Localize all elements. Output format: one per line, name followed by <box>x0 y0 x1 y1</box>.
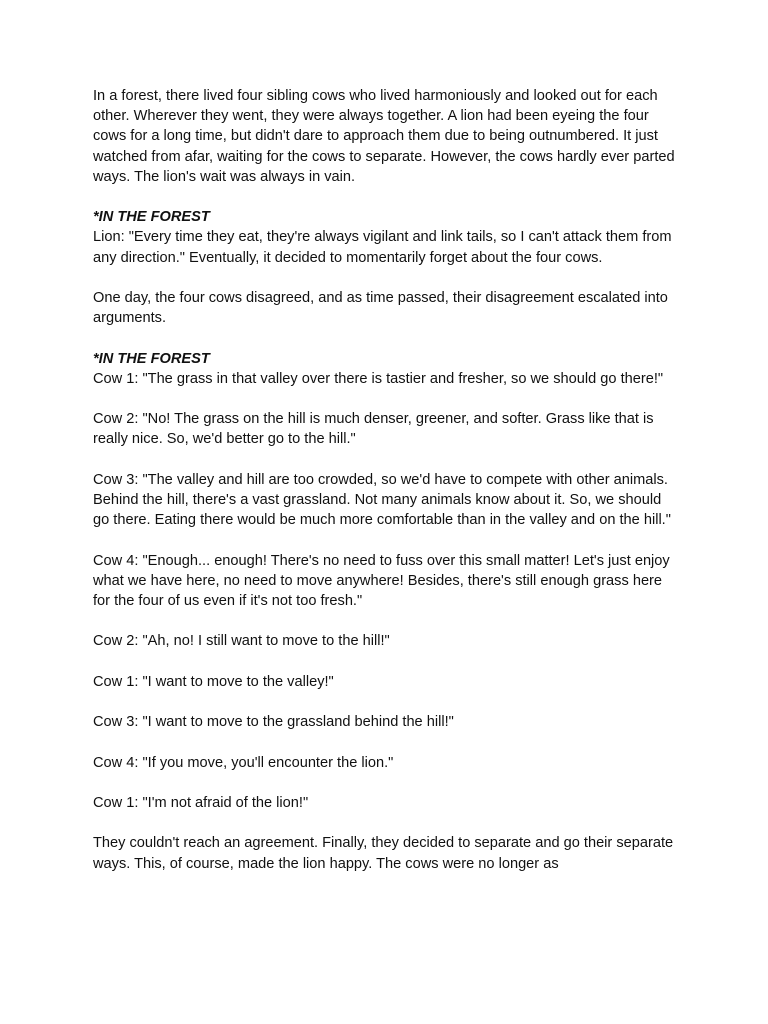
paragraph-cow3-dialogue: Cow 3: "The valley and hill are too crowded, so we'd have to compete with other animals. Behind the hill, there's a vast grassland. Not many animals know about it. So, we should go there. Eating there would be much more comfortable than in the valley and on the hill." <box>93 471 671 529</box>
paragraph-disagreement: One day, the four cows disagreed, and as time passed, their disagreement escalated into arguments. <box>93 290 668 327</box>
paragraph-cow1-reply: Cow 1: "I want to move to the valley!" <box>93 673 334 690</box>
paragraph-cow2-dialogue: Cow 2: "No! The grass on the hill is much denser, greener, and softer. Grass like that is really nice. So, we'd better go to the hill." <box>93 411 654 448</box>
scene-heading: *IN THE FOREST <box>93 209 210 226</box>
paragraph-cow1-dialogue: Cow 1: "The grass in that valley over there is tastier and fresher, so we should go there!" <box>93 370 664 387</box>
scene-heading: *IN THE FOREST <box>93 350 210 367</box>
paragraph-cow2-reply: Cow 2: "Ah, no! I still want to move to the hill!" <box>93 633 390 650</box>
paragraph-intro: In a forest, there lived four sibling cows who lived harmoniously and looked out for each other. Wherever they went, they were always together. A lion had been eyeing the four cows for a long time, but didn't dare to approach them due to being outnumbered. It just watched from afar, waiting for the cows to separate. However, the cows hardly ever parted ways. The lion's wait was always in vain. <box>93 88 675 185</box>
paragraph-cow1-defiance: Cow 1: "I'm not afraid of the lion!" <box>93 794 309 811</box>
paragraph-cow3-reply: Cow 3: "I want to move to the grassland behind the hill!" <box>93 714 454 731</box>
paragraph-cow4-dialogue: Cow 4: "Enough... enough! There's no need to fuss over this small matter! Let's just enjoy what we have here, no need to move anywhere! Besides, there's still enough grass here for the four of us even if it's not too fresh." <box>93 552 670 609</box>
paragraph-lion-dialogue: Lion: "Every time they eat, they're always vigilant and link tails, so I can't attack them from any direction." Eventually, it decided to momentarily forget about the four cows. <box>93 229 672 266</box>
paragraph-cow4-warning: Cow 4: "If you move, you'll encounter the lion." <box>93 754 394 771</box>
paragraph-separation: They couldn't reach an agreement. Finally, they decided to separate and go their separate ways. This, of course, made the lion happy. The cows were no longer as <box>93 835 674 872</box>
